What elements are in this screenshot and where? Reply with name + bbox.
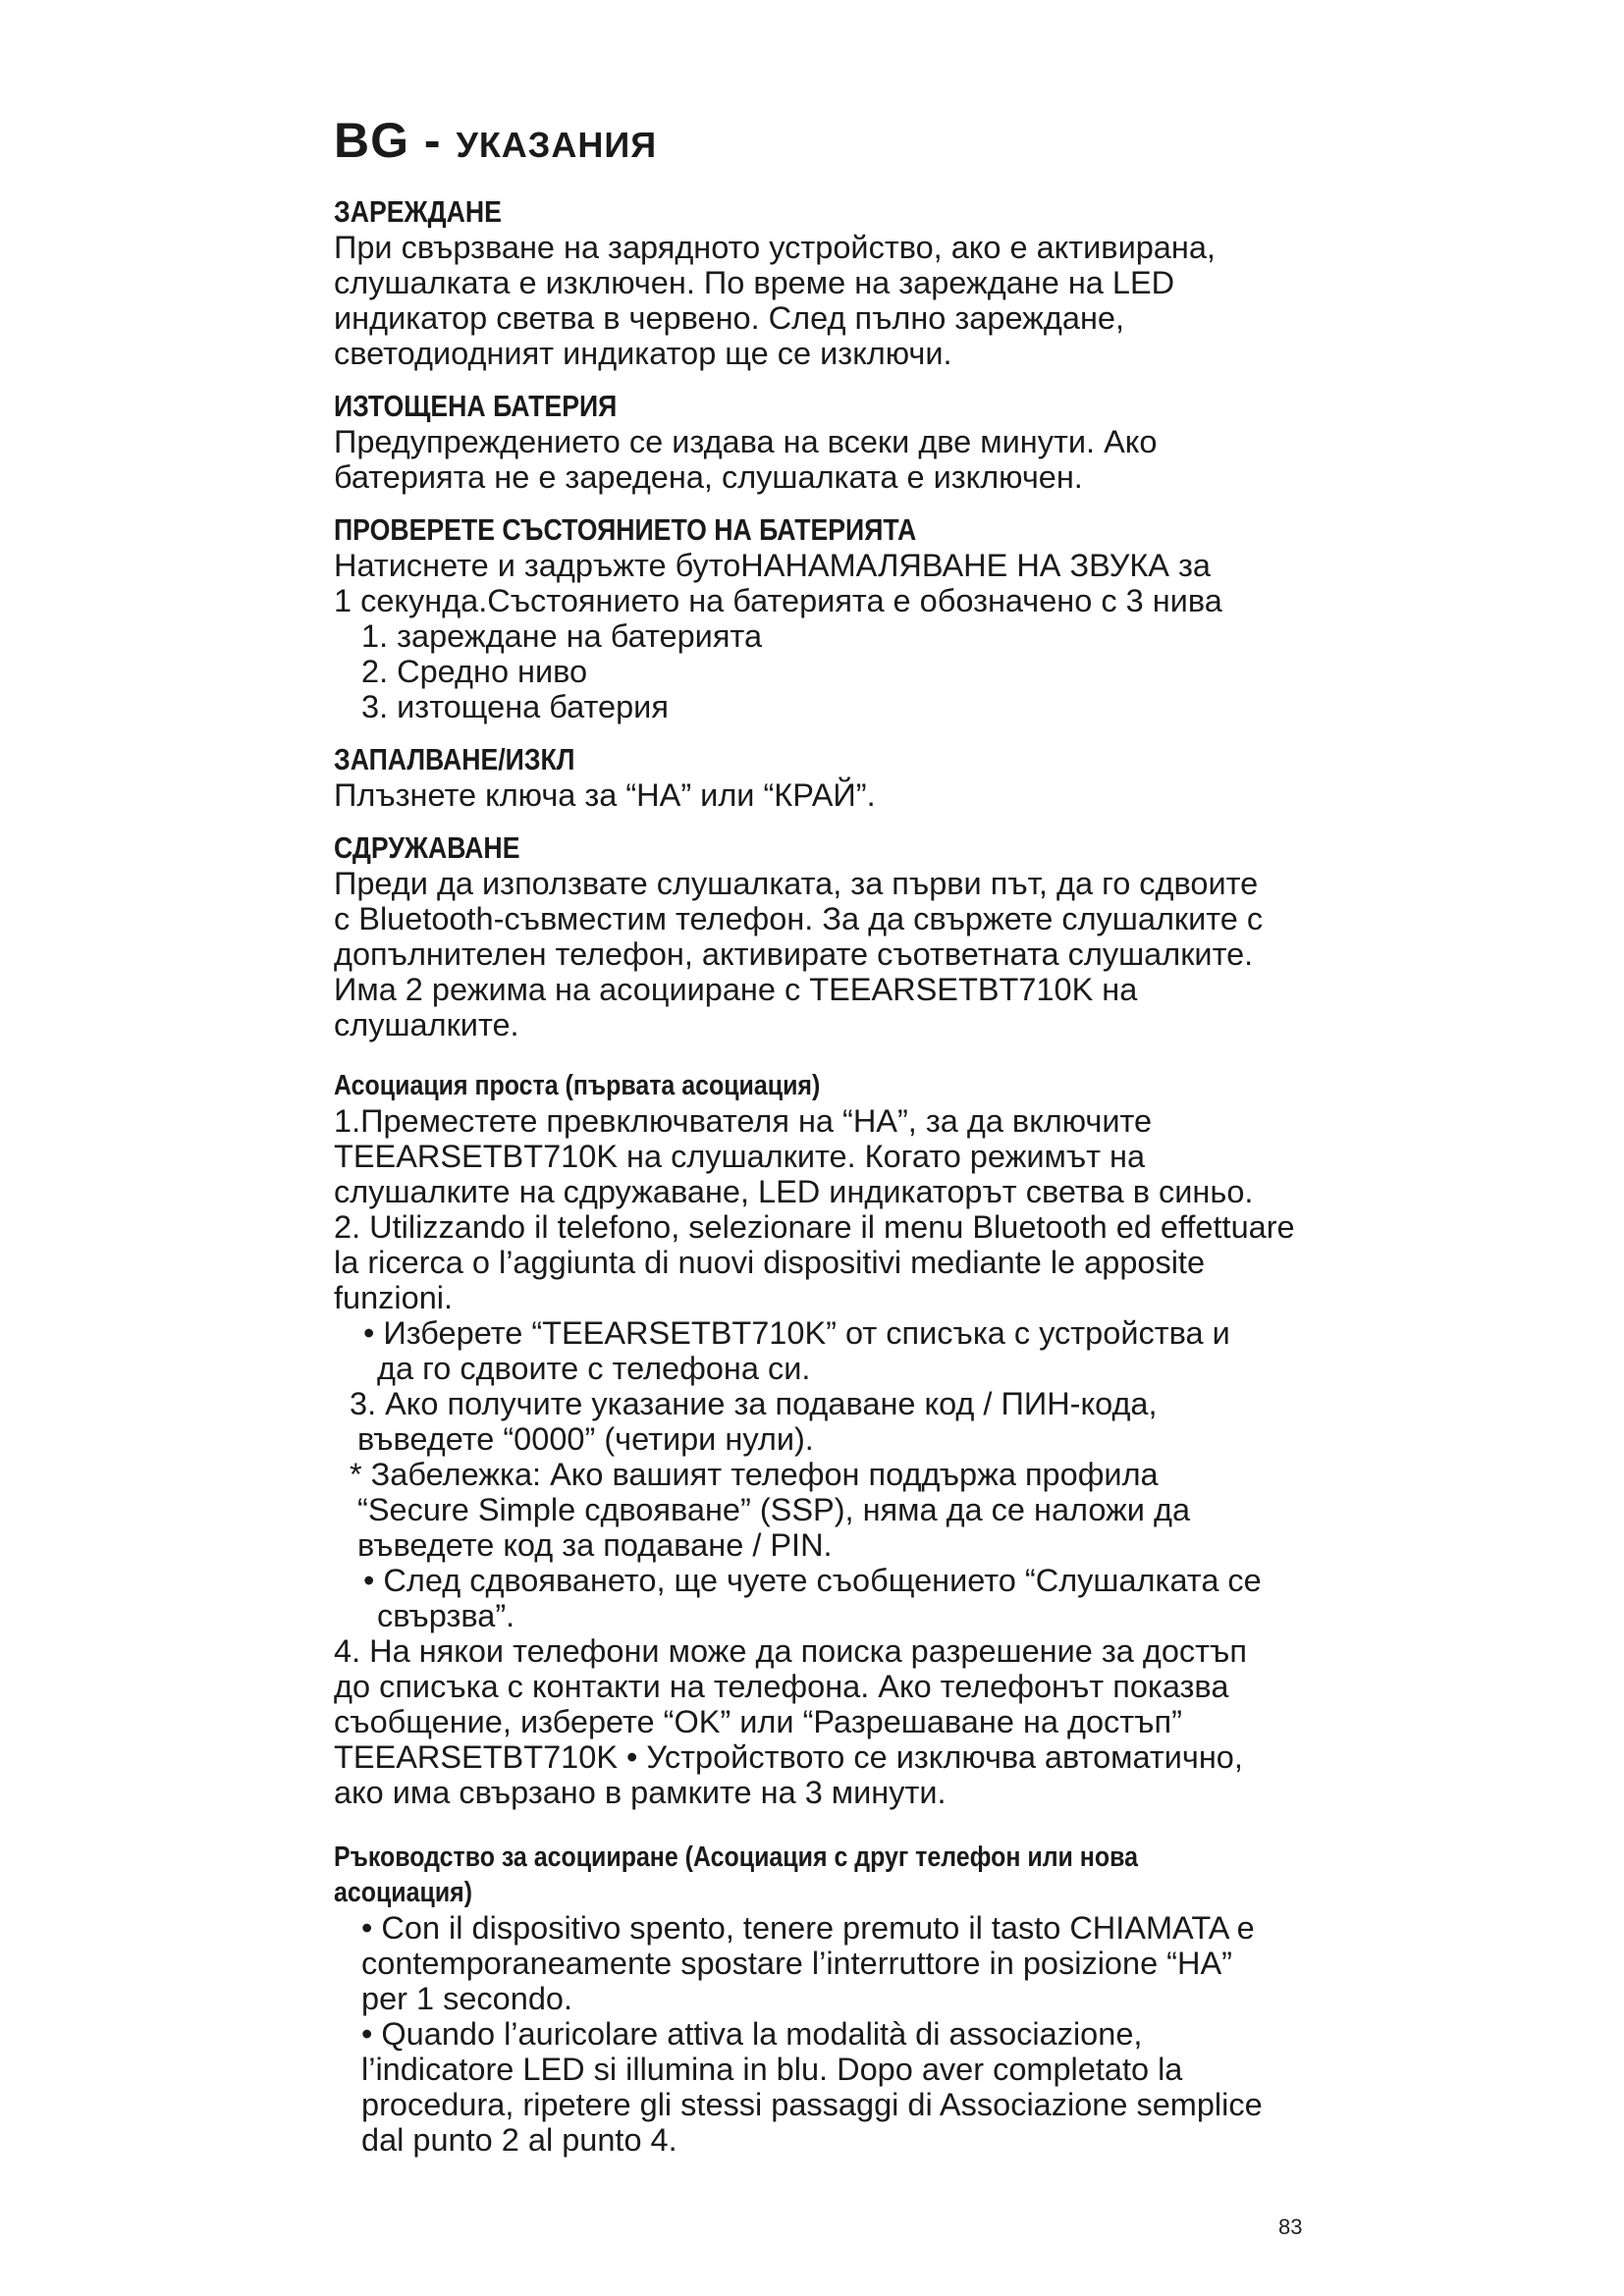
guide-bullet1-line-1: • Con il dispositivo spento, tenere premuto il tasto CHIAMATA e: [361, 1910, 1255, 1946]
language-code: BG: [334, 113, 409, 168]
step2-line-1: 2. Utilizzando il telefono, selezionare il menu Bluetooth ed effettuare: [334, 1209, 1295, 1245]
step3-line-2: въведете “0000” (четири нули).: [357, 1421, 814, 1457]
low-battery-section: [334, 389, 1326, 495]
battery-level-item: 3. изтощена батерия: [361, 689, 669, 724]
bullet2-line-1: • След сдвояването, ще чуете съобщението “Слушалката се: [363, 1563, 1262, 1598]
pairing-line-4: Има 2 режима на асоцииране с TEEARSETBT710K на: [334, 972, 1138, 1007]
guide-bullet2-line-3: procedura, ripetere gli stessi passaggi di Associazione semplice: [361, 2087, 1263, 2122]
check-battery-section: [334, 512, 1326, 724]
pairing-line-3: допълнителен телефон, активирате съответната слушалките.: [334, 936, 1254, 972]
low-battery-line-2: батерията не е заредена, слушалката е изключен.: [334, 459, 1083, 495]
step4-line-4: TEEARSETBT710K • Устройството се изключва автоматично,: [334, 1739, 1243, 1775]
simple-association-section: [334, 1068, 1326, 1810]
guide-bullet1-line-3: per 1 secondo.: [361, 1981, 573, 2016]
guide-association-section: [334, 1840, 1326, 2158]
charging-line-3: индикатор светва в червено. След пълно зареждане,: [334, 300, 1124, 336]
charging-heading: ЗАРЕЖДАНЕ: [334, 194, 502, 229]
pairing-section: [334, 830, 1326, 1042]
step1-line-2: TEEARSETBT710K на слушалките. Когато режимът на: [334, 1139, 1146, 1174]
guide-association-heading-2: асоциация): [334, 1877, 473, 1908]
power-heading: ЗАПАЛВАНЕ/ИЗКЛ: [334, 742, 575, 776]
simple-association-heading: Асоциация проста (първата асоциация): [334, 1070, 821, 1101]
bullet1-line-2: да го сдвоите с телефона си.: [377, 1351, 811, 1386]
battery-level-item: 2. Средно ниво: [361, 654, 588, 689]
note-line-2: “Secure Simple сдвояване” (SSP), няма да се наложи да: [357, 1492, 1191, 1527]
step4-line-2: до списъка с контакти на телефона. Ако телефонът показва: [334, 1669, 1229, 1704]
guide-bullet1-line-2: contemporaneamente spostare l’interruttore in posizione “HA”: [361, 1946, 1232, 1981]
charging-line-1: При свързване на зарядното устройство, ако е активирана,: [334, 230, 1216, 265]
page-title: [334, 113, 1326, 173]
step4-line-5: ако има свързано в рамките на 3 минути.: [334, 1775, 947, 1810]
guide-bullet2-line-2: l’indicatore LED si illumina in blu. Dopo aver completato la: [361, 2052, 1183, 2087]
battery-level-item: 1. зареждане на батерията: [361, 618, 763, 654]
pairing-line-5: слушалките.: [334, 1007, 519, 1042]
title-dash: -: [409, 113, 457, 168]
low-battery-line-1: Предупреждението се издава на всеки две минути. Ако: [334, 424, 1158, 459]
step1-line-3: слушалките на сдружаване, LED индикаторът светва в синьо.: [334, 1174, 1254, 1209]
step3-line-1: 3. Ако получите указание за подаване код / ПИН-кода,: [350, 1386, 1158, 1421]
check-battery-heading: ПРОВЕРЕТЕ СЪСТОЯНИЕТО НА БАТЕРИЯТА: [334, 512, 917, 547]
note-line-3: въведете код за подаване / PIN.: [357, 1527, 833, 1563]
charging-section: [334, 194, 1326, 371]
step1-line-1: 1.Преместете превключвателя на “НА”, за да включите: [334, 1103, 1153, 1139]
step4-line-1: 4. На някои телефони може да поиска разрешение за достъп: [334, 1633, 1247, 1669]
charging-line-2: слушалката е изключен. По време на зареждане на LED: [334, 265, 1175, 300]
manual-page: [334, 113, 1326, 2175]
pairing-heading: СДРУЖАВАНЕ: [334, 830, 520, 865]
pairing-line-2: с Bluetooth-съвместим телефон. За да свържете слушалките с: [334, 901, 1264, 936]
note-line-1: * Забележка: Ако вашият телефон поддържа профила: [350, 1457, 1159, 1492]
pairing-line-1: Преди да използвате слушалката, за първи път, да го сдвоите: [334, 866, 1259, 901]
bullet2-line-2: свързва”.: [377, 1598, 515, 1633]
step2-line-3: funzioni.: [334, 1280, 454, 1315]
charging-line-4: светодиодният индикатор ще се изключи.: [334, 336, 952, 371]
power-section: [334, 742, 1326, 813]
page-number: 83: [1278, 2215, 1303, 2239]
bullet1-line-1: • Изберете “TEEARSETBT710K” от списъка с устройства и: [363, 1315, 1230, 1351]
step2-line-2: la ricerca o l’aggiunta di nuovi dispositivi mediante le apposite: [334, 1245, 1206, 1280]
guide-association-heading-1: Ръководство за асоцииране (Асоциация с друг телефон или нова: [334, 1842, 1138, 1873]
low-battery-heading: ИЗТОЩЕНА БАТЕРИЯ: [334, 389, 618, 423]
check-battery-line-1: Натиснете и задръжте бутоНАНАМАЛЯВАНЕ НА ЗВУКА за: [334, 548, 1211, 583]
guide-bullet2-line-1: • Quando l’auricolare attiva la modalità di associazione,: [361, 2016, 1143, 2052]
power-line-1: Плъзнете ключа за “НА” или “КРАЙ”.: [334, 777, 876, 813]
step4-line-3: съобщение, изберете “OK” или “Разрешаване на достъп”: [334, 1704, 1182, 1739]
title-label: УКАЗАНИЯ: [456, 125, 658, 165]
guide-bullet2-line-4: dal punto 2 al punto 4.: [361, 2122, 677, 2158]
check-battery-line-2: 1 секунда.Състоянието на батерията е обозначено с 3 нива: [334, 583, 1222, 618]
